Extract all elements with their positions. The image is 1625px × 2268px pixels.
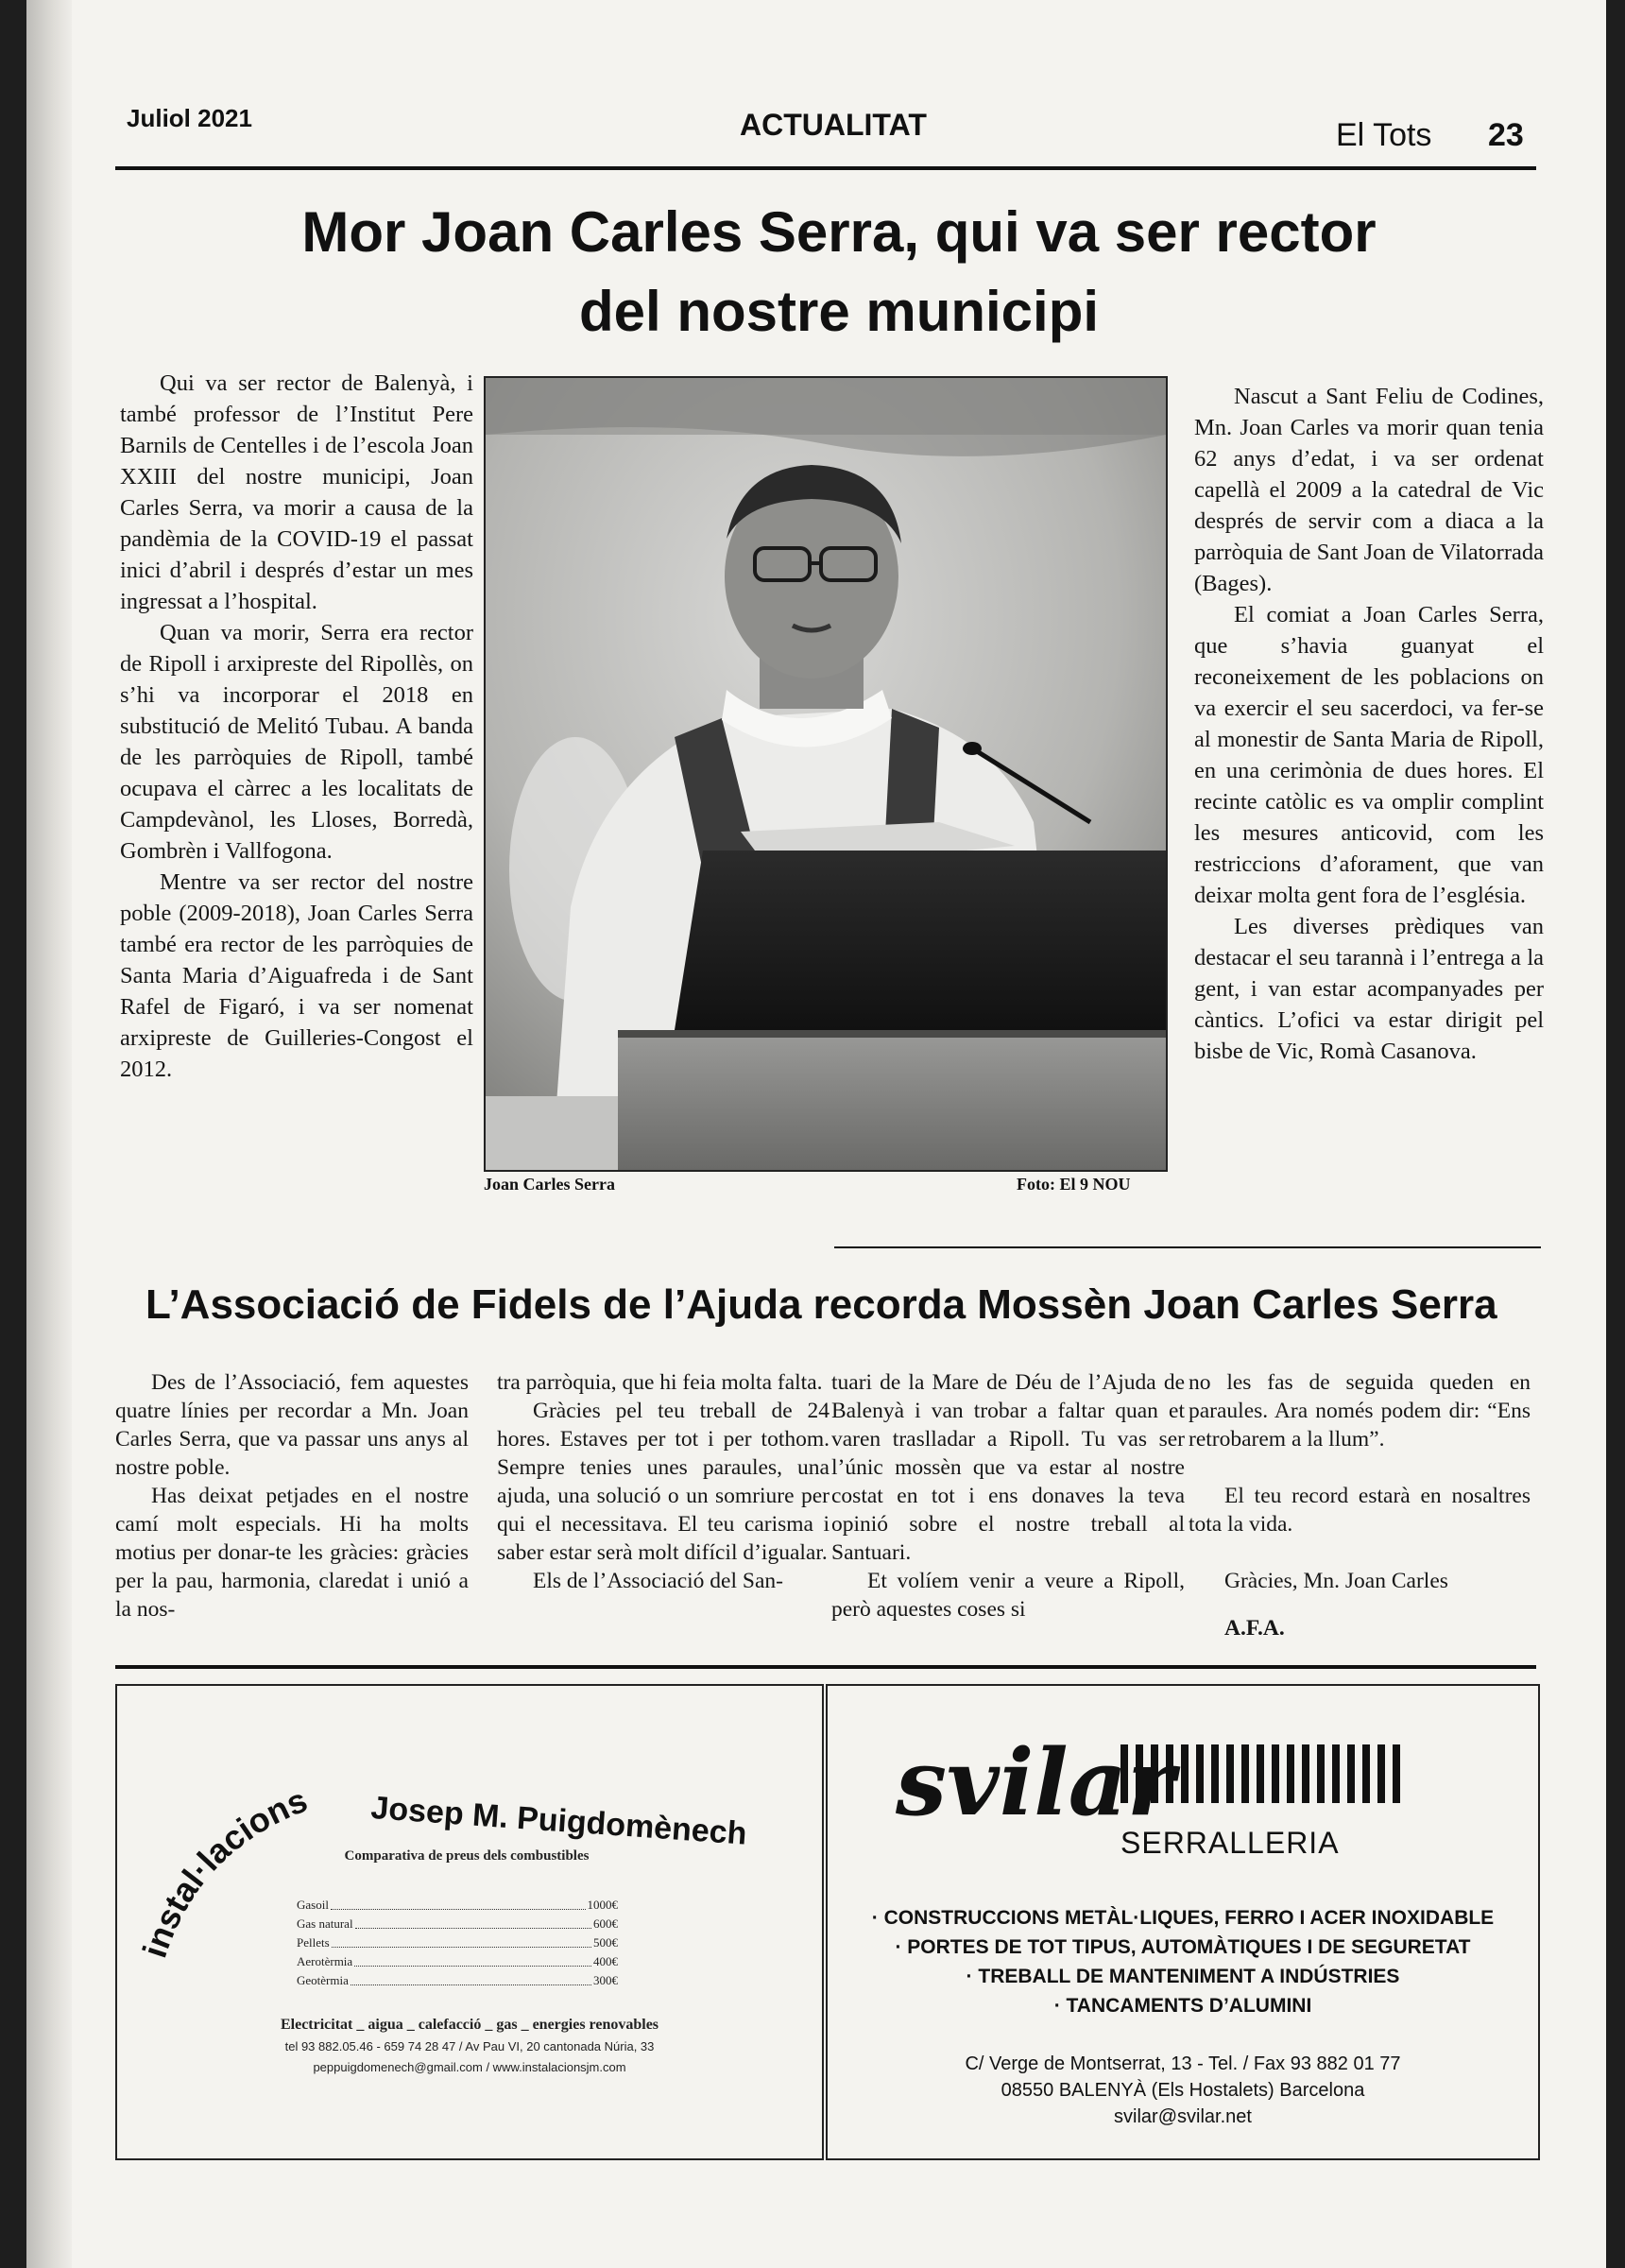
newspaper-page	[26, 0, 1606, 2268]
svilar-services	[828, 1903, 1538, 2020]
logo-arc-text: instal·lacions	[134, 1779, 313, 1960]
svilar-city: 08550 BALENYÀ (Els Hostalets) Barcelona	[1001, 2080, 1365, 2101]
article2-column-2	[497, 1368, 830, 1595]
article1-paragraph: Qui va ser rector de Balenyà, i també professor de l’Institut Pere Barnils de Centelles i de l’escola Joan XXIII del nostre municipi, Joan Carles Serra, va morir a causa de la pandèmia de la COVID-19 el passat inici d’abril i després d’estar un mes ingressat a l’hospital.	[120, 370, 473, 614]
svilar-tagline: SERRALLERIA	[1120, 1826, 1340, 1860]
svilar-contact	[828, 2051, 1538, 2130]
phones-line: tel 93 882.05.46 - 659 74 28 47 / Av Pau VI, 20 cantonada Núria, 33	[284, 2039, 655, 2053]
header-page-number: 23	[1488, 117, 1524, 153]
article2-paragraph-continued: no les fas de seguida queden en paraules. Ara només podem dir: “Ens retrobarem a la llum”.	[1189, 1370, 1531, 1452]
ads-divider	[115, 1665, 1536, 1669]
fuel-comparison-subtitle: Comparativa de preus dels combustibles	[344, 1848, 590, 1864]
fuel-row: Geotèrmia 300€	[297, 1973, 618, 1987]
ad-svilar	[826, 1684, 1540, 2160]
header-date: Juliol 2021	[127, 104, 252, 132]
article2-column-4	[1189, 1368, 1531, 1642]
fuel-price-list	[297, 1896, 618, 1990]
article2-signature: A.F.A.	[1224, 1616, 1285, 1641]
article1-left-column	[120, 368, 473, 1085]
article1-right-column	[1194, 381, 1544, 1067]
article2-paragraph: Has deixat petjades en el nostre camí molt especials. Hi ha molts motius per donar-te les gràcies: gràcies per la pau, harmonia, claredat i unió a la nos-	[115, 1484, 469, 1622]
svg-text:instal·lacions	[135, 1780, 313, 1960]
article1-title-line1: Mor Joan Carles Serra, qui va ser rector	[301, 200, 1377, 264]
article2-paragraph: Gràcies pel teu treball de 24 hores. Estaves per tot i per tothom. Sempre tenies unes paraules, una ajuda, una solució o un somriure per qui el necessitava. El teu carisma i saber estar serà molt difícil d’igualar.	[497, 1399, 830, 1565]
svilar-email: svilar@svilar.net	[1114, 2106, 1252, 2127]
article2-column-3	[831, 1368, 1185, 1624]
article1-paragraph: El comiat a Joan Carles Serra, que s’havia guanyat el reconeixement de les poblacions on va exercir el seu sacerdoci, va fer-se al monestir de Santa Maria de Ripoll, en una cerimònia de dues hores. El recinte catòlic es va omplir complint les mesures anticovid, com les restriccions d’aforament, que van deixar molta gent fora de l’església.	[1194, 602, 1544, 908]
service-item: · TREBALL DE MANTENIMENT A INDÚSTRIES	[966, 1966, 1400, 1987]
service-item: · PORTES DE TOT TIPUS, AUTOMÀTIQUES I DE SEGURETAT	[895, 1936, 1471, 1958]
svilar-address: C/ Verge de Montserrat, 13 - Tel. / Fax 93 882 01 77	[965, 2053, 1401, 2074]
article1-paragraph: Nascut a Sant Feliu de Codines, Mn. Joan Carles va morir quan tenia 62 anys d’edat, i va ser ordenat capellà el 2009 a la catedral de Vic després de servir com a diaca a la parròquia de Sant Joan de Vilatorrada (Bages).	[1194, 384, 1544, 596]
article2-column-1	[115, 1368, 469, 1624]
article1-title-line2: del nostre municipi	[578, 280, 1100, 343]
article-divider	[834, 1246, 1541, 1248]
article2-paragraph-continued: tuari de la Mare de Déu de l’Ajuda de Balenyà i van trobar a faltar quan et varen traslladar a Ripoll. Tu vas ser l’únic mossèn que va estar al nostre costat en tot i ens donaves la teva opinió sobre el nostre treball al Santuari.	[831, 1370, 1185, 1565]
web-line: peppuigdomenech@gmail.com / www.instalacionsjm.com	[313, 2060, 626, 2074]
article2-title: L’Associació de Fidels de l’Ajuda recorda Mossèn Joan Carles Serra	[145, 1281, 1497, 1328]
article1-photo	[484, 376, 1168, 1172]
header-section: ACTUALITAT	[740, 108, 927, 142]
service-item: · TANCAMENTS D’ALUMINI	[1053, 1995, 1312, 2017]
fuel-row: Aerotèrmia 400€	[297, 1954, 618, 1968]
article1-paragraph: Quan va morir, Serra era rector de Ripoll i arxipreste del Ripollès, on s’hi va incorporar el 2018 en substitució de Melitó Tubau. A banda de les parròquies de Ripoll, també ocupava el càrrec a les localitats de Campdevànol, les Lloses, Borredà, Gombrèn i Vallfogona.	[120, 620, 473, 864]
svilar-logo-text: svilar	[896, 1729, 1175, 1836]
ad-puigdomenech	[115, 1684, 824, 2160]
page-gutter-shadow	[26, 0, 72, 2268]
article2-paragraph: Gràcies, Mn. Joan Carles	[1224, 1569, 1448, 1593]
article1-paragraph: Mentre va ser rector del nostre poble (2009-2018), Joan Carles Serra també era rector de les parròquies de Santa Maria d’Aiguafreda i de Sant Rafel de Figaró, i va ser nomenat arxipreste de Guilleries-Congost el 2012.	[120, 869, 473, 1082]
header-publication: El Tots	[1336, 117, 1432, 153]
services-line: Electricitat _ aigua _ calefacció _ gas _ energies renovables	[280, 2017, 659, 2033]
logo-name: Josep M. Puigdomènech	[369, 1790, 748, 1852]
fuel-row: Pellets 500€	[297, 1935, 618, 1950]
article2-paragraph: El teu record estarà en nosaltres tota la vida.	[1189, 1484, 1531, 1537]
article2-paragraph: Des de l’Associació, fem aquestes quatre línies per recordar a Mn. Joan Carles Serra, que va passar uns anys al nostre poble.	[115, 1370, 469, 1480]
service-item: · CONSTRUCCIONS METÀL·LIQUES, FERRO I ACER INOXIDABLE	[871, 1907, 1495, 1929]
priest-photo-illustration	[486, 378, 1166, 1170]
fuel-row: Gas natural 600€	[297, 1916, 618, 1931]
article1-paragraph: Les diverses prèdiques van destacar el seu tarannà i l’entrega a la gent, i van estar acompanyades per càntics. L’ofici va estar dirigit pel bisbe de Vic, Romà Casanova.	[1194, 914, 1544, 1064]
header-rule	[115, 166, 1536, 170]
photo-credit: Foto: El 9 NOU	[1017, 1175, 1131, 1194]
article2-paragraph: Els de l’Associació del San-	[533, 1569, 783, 1593]
article2-paragraph-continued: tra parròquia, que hi feia molta falta.	[497, 1370, 823, 1395]
fuel-row: Gasoil 1000€	[297, 1898, 618, 1912]
photo-caption: Joan Carles Serra	[484, 1175, 615, 1194]
article2-paragraph: Et volíem venir a veure a Ripoll, però aquestes coses si	[831, 1569, 1185, 1622]
